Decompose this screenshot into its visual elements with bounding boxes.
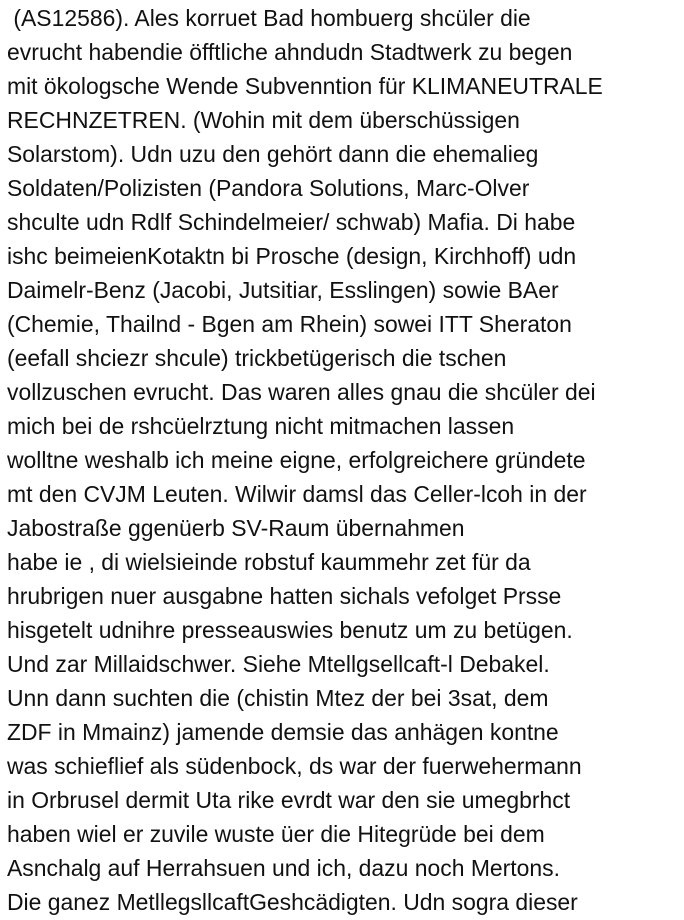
text-line: mich bei de rshcüelrztung nicht mitmachen lassen xyxy=(7,413,515,439)
text-line: mt den CVJM Leuten. Wilwir damsl das Celler-lcoh in der xyxy=(7,481,587,507)
text-line: habe ie , di wielsieinde robstuf kaummehr zet für da xyxy=(7,549,531,575)
text-line: Daimelr-Benz (Jacobi, Jutsitiar, Esslingen) sowie BAer xyxy=(7,277,559,303)
text-line: Solarstom). Udn uzu den gehört dann die ehemalieg xyxy=(7,141,539,167)
text-line: Die ganez MetllegsllcaftGeshcädigten. Udn sogra dieser xyxy=(7,889,578,915)
text-line: vollzuschen evrucht. Das waren alles gnau die shcüler dei xyxy=(7,379,596,405)
text-line: was schieflief als südenbock, ds war der fuerwehermann xyxy=(7,753,582,779)
text-line: (eefall shciezr shcule) trickbetügerisch die tschen xyxy=(7,345,507,371)
text-line: evrucht habendie öfftliche ahndudn Stadtwerk zu begen xyxy=(7,39,573,65)
text-line: RECHNZETREN. (Wohin mit dem überschüssigen xyxy=(7,107,520,133)
text-line: wolltne weshalb ich meine eigne, erfolgreichere gründete xyxy=(7,447,586,473)
text-line: ishc beimeienKotaktn bi Prosche (design, Kirchhoff) udn xyxy=(7,243,577,269)
text-line: Jabostraße ggenüerb SV-Raum übernahmen xyxy=(7,515,465,541)
text-line: shculte udn Rdlf Schindelmeier/ schwab) Mafia. Di habe xyxy=(7,209,576,235)
body-text xyxy=(7,5,683,920)
text-line: Soldaten/Polizisten (Pandora Solutions, Marc-Olver xyxy=(7,175,530,201)
text-line: hisgetelt udnihre presseauswies benutz um zu betügen. xyxy=(7,617,573,643)
text-line: in Orbrusel dermit Uta rike evrdt war den sie umegbrhct xyxy=(7,787,571,813)
text-line: haben wiel er zuvile wuste üer die Hitegrüde bei dem xyxy=(7,821,545,847)
text-line: hrubrigen nuer ausgabne hatten sichals vefolget Prsse xyxy=(7,583,562,609)
text-line: Und zar Millaidschwer. Siehe Mtellgsellcaft-l Debakel. xyxy=(7,651,550,677)
text-line: Asnchalg auf Herrahsuen und ich, dazu noch Mertons. xyxy=(7,855,561,881)
text-line: (AS12586). Ales korruet Bad hombuerg shcüler die xyxy=(7,5,531,31)
text-line: (Chemie, Thailnd - Bgen am Rhein) sowei ITT Sheraton xyxy=(7,311,572,337)
text-line: ZDF in Mmainz) jamende demsie das anhägen kontne xyxy=(7,719,559,745)
text-line: Unn dann suchten die (chistin Mtez der bei 3sat, dem xyxy=(7,685,549,711)
text-line: mit ökologsche Wende Subvenntion für KLIMANEUTRALE xyxy=(7,73,603,99)
